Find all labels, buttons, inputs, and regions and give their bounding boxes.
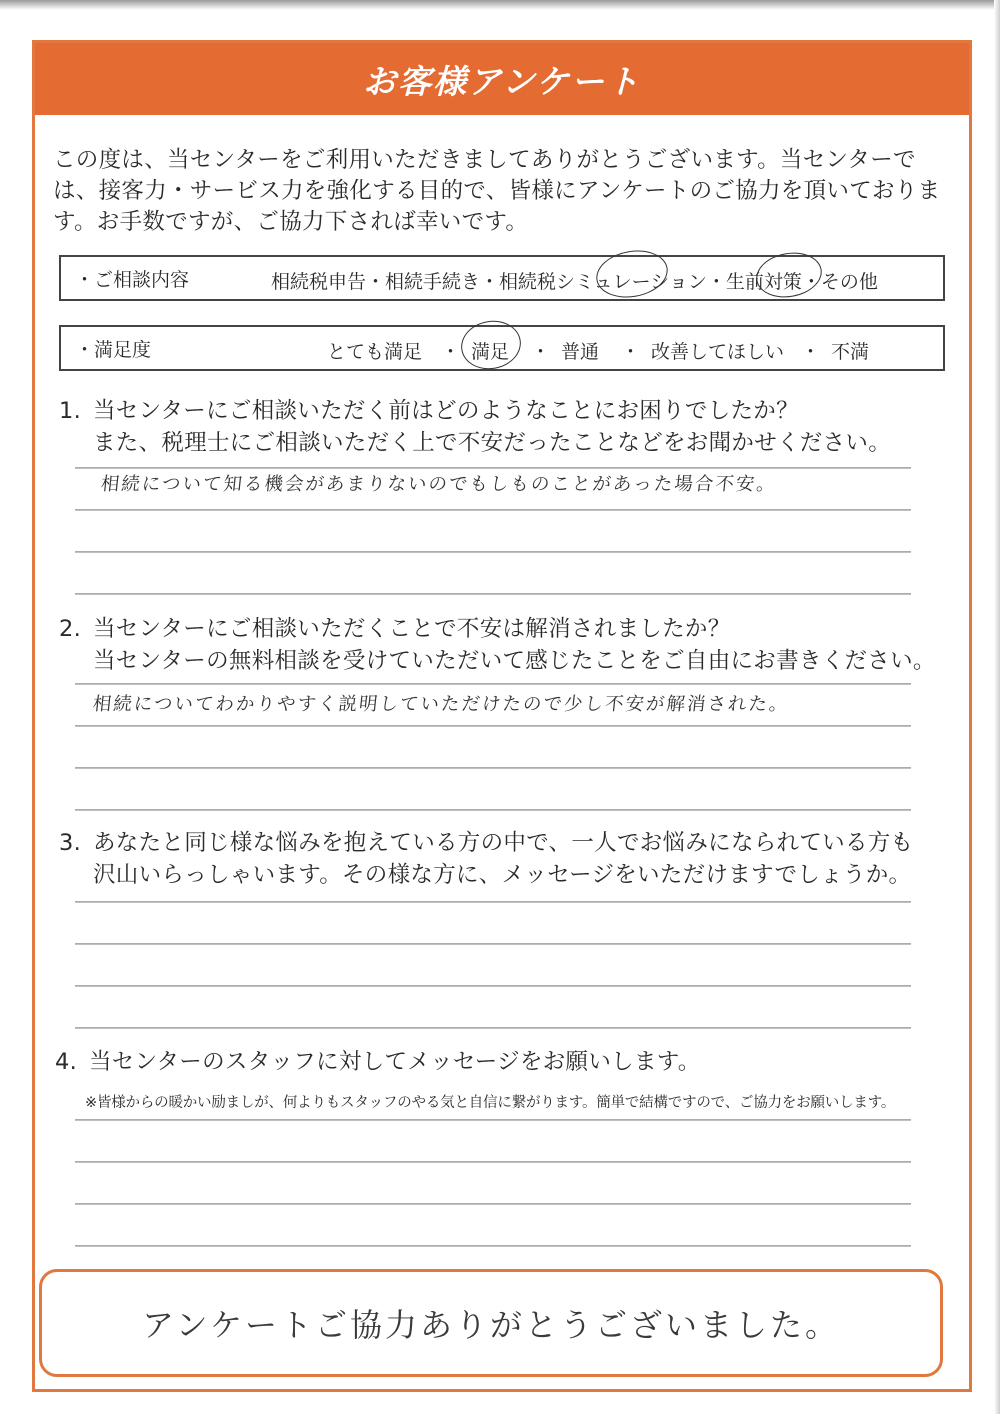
ruled-line — [75, 593, 911, 594]
satisfaction-opt-dissatisfied: 不満 — [831, 341, 870, 363]
handwritten-answer-1: 相続について知る機会があまりないのでもしものことがあった場合不安。 — [99, 474, 778, 495]
question-text-line2: また、税理士にご相談いただく上で不安だったことなどをお聞かせください。 — [93, 430, 892, 456]
question-number: 4. — [55, 1049, 78, 1075]
ruled-line — [75, 1161, 911, 1162]
satisfaction-label: ・満足度 — [75, 339, 152, 361]
ruled-line — [75, 1119, 911, 1120]
satisfaction-opt-needs-improvement: 改善してほしい — [651, 341, 785, 363]
ruled-line — [75, 767, 911, 768]
intro-text: この度は、当センターをご利用いただきましてありがとうございます。当センターでは、接客力・サービス力を強化する目的で、皆様にアンケートのご協力を頂いております。お手数ですが、ご協力下されば幸いです。 — [53, 147, 941, 235]
scan-edge-top — [0, 0, 1000, 10]
page-title: お客様アンケート — [362, 61, 642, 101]
ruled-line — [75, 1245, 911, 1246]
question-text-line1: 当センターにご相談いただくことで不安は解消されましたか？ — [93, 616, 731, 642]
handwritten-answer-2: 相続についてわかりやすく説明していただけたので少し不安が解消された。 — [91, 694, 791, 715]
survey-sheet — [32, 40, 972, 1392]
ruled-line — [75, 683, 911, 684]
question-number: 3. — [59, 830, 82, 856]
satisfaction-separator: ・ — [801, 341, 821, 363]
satisfaction-box — [59, 325, 945, 371]
question-text-line2: 沢山いらっしゃいます。その様な方に、メッセージをいただけますでしょうか。 — [93, 862, 912, 888]
consultation-options: 相続税申告・相続手続き・相続税シミュレーション・生前対策・その他 — [271, 271, 878, 293]
satisfaction-opt-very-satisfied: とても満足 — [327, 341, 423, 363]
question-number: 1. — [59, 398, 82, 424]
satisfaction-opt-satisfied: 満足 — [471, 341, 510, 363]
question-text-line2: 当センターの無料相談を受けていただいて感じたことをご自由にお書きください。 — [93, 648, 936, 674]
satisfaction-separator: ・ — [441, 341, 461, 363]
question-2 — [59, 613, 936, 677]
ruled-line — [75, 1027, 911, 1028]
question-text-line1: 当センターのスタッフに対してメッセージをお願いします。 — [89, 1049, 701, 1075]
selection-circle-estate-planning — [753, 248, 826, 303]
satisfaction-separator: ・ — [531, 341, 551, 363]
ruled-line — [75, 551, 911, 552]
ruled-line — [75, 985, 911, 986]
satisfaction-opt-neutral: 普通 — [561, 341, 600, 363]
header-band — [35, 43, 969, 115]
ruled-line — [75, 725, 911, 726]
ruled-line — [75, 509, 911, 510]
consultation-type-box — [59, 255, 945, 301]
consultation-label: ・ご相談内容 — [75, 269, 190, 291]
question-text-line1: あなたと同じ様な悩みを抱えている方の中で、一人でお悩みになられている方も — [93, 830, 914, 856]
question-4 — [55, 1046, 701, 1078]
thank-you-message: アンケートご協力ありがとうございました。 — [141, 1306, 841, 1344]
question-number: 2. — [59, 616, 82, 642]
ruled-line — [75, 1203, 911, 1204]
ruled-line — [75, 809, 911, 810]
question-3 — [59, 827, 913, 891]
question-text-line1: 当センターにご相談いただく前はどのようなことにお困りでしたか？ — [93, 398, 799, 424]
selection-circle-simulation — [593, 245, 672, 303]
question-4-note: ※皆様からの暖かい励ましが、何よりもスタッフのやる気と自信に繋がります。簡単で結構ですので、ご協力をお願いします。 — [85, 1095, 896, 1111]
footer-box — [39, 1269, 943, 1377]
ruled-line — [75, 943, 911, 944]
ruled-line — [75, 467, 911, 468]
satisfaction-separator: ・ — [621, 341, 641, 363]
ruled-line — [75, 901, 911, 902]
selection-circle-satisfied — [457, 316, 524, 374]
question-1 — [59, 395, 891, 459]
scan-edge-right — [994, 0, 1000, 1414]
